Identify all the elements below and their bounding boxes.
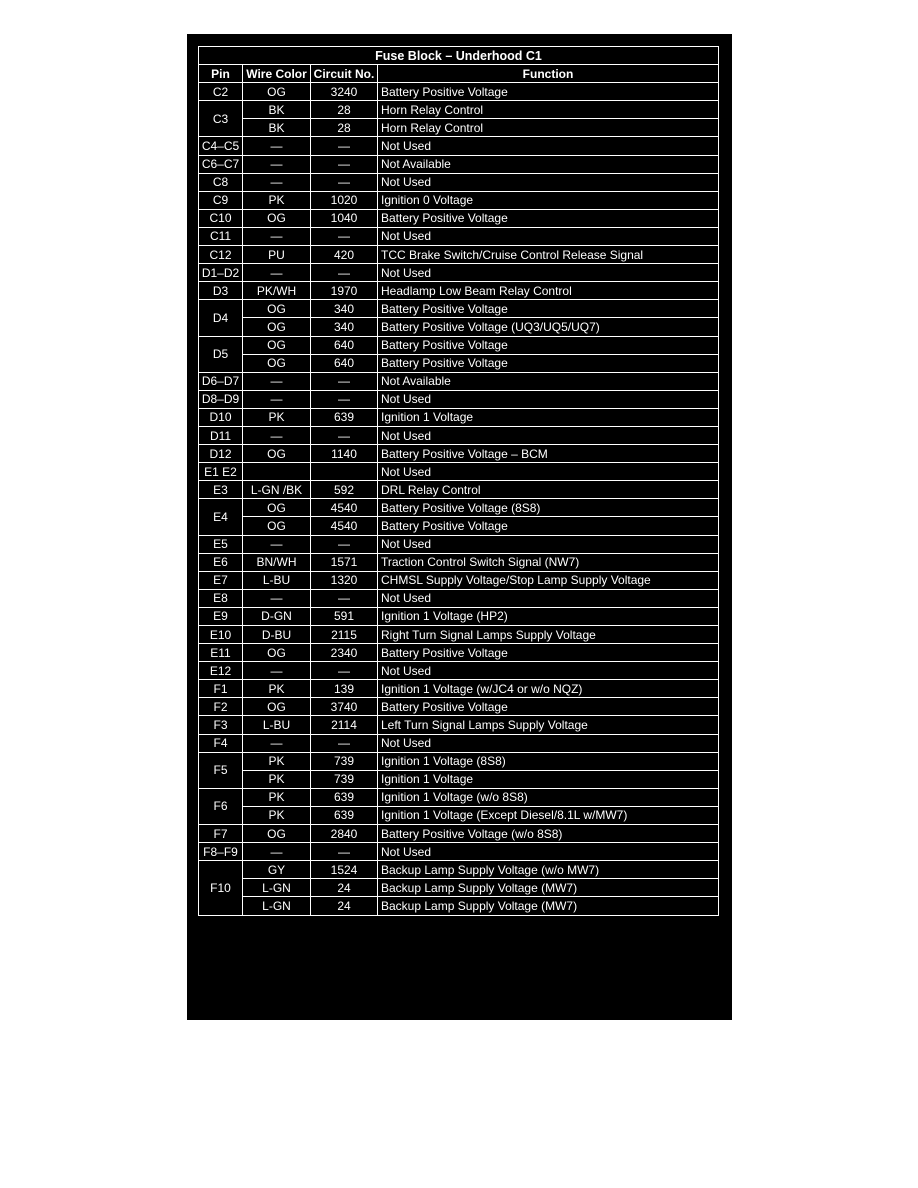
table-row <box>199 137 719 155</box>
function-cell: Battery Positive Voltage <box>378 698 719 716</box>
function-cell: Battery Positive Voltage <box>378 354 719 372</box>
table-row <box>199 264 719 282</box>
function-cell: Backup Lamp Supply Voltage (MW7) <box>378 897 719 915</box>
table-row <box>199 426 719 444</box>
pin-cell: D5 <box>199 336 243 372</box>
circuit-cell: 1140 <box>311 445 378 463</box>
wire-color-cell: OG <box>243 644 311 662</box>
function-cell: Not Used <box>378 843 719 861</box>
circuit-cell: 639 <box>311 788 378 806</box>
table-row <box>199 155 719 173</box>
circuit-cell: 420 <box>311 246 378 264</box>
table-row <box>199 626 719 644</box>
circuit-cell: — <box>311 390 378 408</box>
table-row <box>199 300 719 318</box>
circuit-cell: 28 <box>311 101 378 119</box>
circuit-cell: 591 <box>311 607 378 625</box>
wire-color-cell: BN/WH <box>243 553 311 571</box>
pin-cell: F6 <box>199 788 243 824</box>
pin-cell: D4 <box>199 300 243 336</box>
table-row <box>199 390 719 408</box>
table-row <box>199 209 719 227</box>
wire-color-cell: — <box>243 843 311 861</box>
table-row <box>199 553 719 571</box>
wire-color-cell: OG <box>243 83 311 101</box>
circuit-cell: 2340 <box>311 644 378 662</box>
function-cell: Traction Control Switch Signal (NW7) <box>378 553 719 571</box>
wire-color-cell: L-GN <box>243 879 311 897</box>
function-cell: Battery Positive Voltage <box>378 300 719 318</box>
pin-cell: E1 E2 <box>199 463 243 481</box>
function-cell: Not Used <box>378 463 719 481</box>
table-row <box>199 445 719 463</box>
circuit-cell: 24 <box>311 879 378 897</box>
pin-cell: F3 <box>199 716 243 734</box>
function-cell: Ignition 0 Voltage <box>378 191 719 209</box>
fuse-block-table <box>198 46 719 916</box>
pin-cell: E6 <box>199 553 243 571</box>
function-cell: Not Used <box>378 390 719 408</box>
table-row <box>199 879 719 897</box>
wire-color-cell: OG <box>243 336 311 354</box>
function-cell: Not Used <box>378 264 719 282</box>
pin-cell: D1–D2 <box>199 264 243 282</box>
wire-color-cell: OG <box>243 209 311 227</box>
table-row <box>199 607 719 625</box>
circuit-cell: 739 <box>311 770 378 788</box>
wire-color-cell: — <box>243 662 311 680</box>
pin-cell: E10 <box>199 626 243 644</box>
function-cell: Battery Positive Voltage <box>378 336 719 354</box>
function-cell: Headlamp Low Beam Relay Control <box>378 282 719 300</box>
pin-cell: C2 <box>199 83 243 101</box>
pin-cell: C9 <box>199 191 243 209</box>
wire-color-cell: PK/WH <box>243 282 311 300</box>
wire-color-cell: PK <box>243 770 311 788</box>
function-cell: CHMSL Supply Voltage/Stop Lamp Supply Voltage <box>378 571 719 589</box>
function-cell: Left Turn Signal Lamps Supply Voltage <box>378 716 719 734</box>
function-cell: Battery Positive Voltage (UQ3/UQ5/UQ7) <box>378 318 719 336</box>
function-cell: Battery Positive Voltage (8S8) <box>378 499 719 517</box>
circuit-cell: 3740 <box>311 698 378 716</box>
circuit-cell <box>311 463 378 481</box>
wire-color-cell: OG <box>243 445 311 463</box>
table-row <box>199 191 719 209</box>
circuit-cell: 592 <box>311 481 378 499</box>
function-cell: Ignition 1 Voltage <box>378 770 719 788</box>
wire-color-cell: — <box>243 734 311 752</box>
table-row <box>199 680 719 698</box>
wire-color-cell: GY <box>243 861 311 879</box>
circuit-cell: — <box>311 264 378 282</box>
table-row <box>199 408 719 426</box>
pin-cell: E12 <box>199 662 243 680</box>
table-row <box>199 336 719 354</box>
circuit-cell: — <box>311 535 378 553</box>
wire-color-cell: — <box>243 264 311 282</box>
pin-cell: C3 <box>199 101 243 137</box>
pin-cell: D8–D9 <box>199 390 243 408</box>
table-row <box>199 318 719 336</box>
header-pin: Pin <box>199 65 243 83</box>
wire-color-cell: BK <box>243 101 311 119</box>
function-cell: Ignition 1 Voltage (w/JC4 or w/o NQZ) <box>378 680 719 698</box>
pin-cell: E11 <box>199 644 243 662</box>
table-row <box>199 644 719 662</box>
circuit-cell: — <box>311 589 378 607</box>
table-row <box>199 716 719 734</box>
pin-cell: F8–F9 <box>199 843 243 861</box>
wire-color-cell: PK <box>243 788 311 806</box>
table-row <box>199 734 719 752</box>
pin-cell: D11 <box>199 426 243 444</box>
pin-cell: E3 <box>199 481 243 499</box>
wire-color-cell: — <box>243 227 311 245</box>
table-row <box>199 354 719 372</box>
circuit-cell: — <box>311 227 378 245</box>
wire-color-cell: L-GN <box>243 897 311 915</box>
pin-cell: F5 <box>199 752 243 788</box>
circuit-cell: 639 <box>311 806 378 824</box>
pin-cell: D3 <box>199 282 243 300</box>
wire-color-cell: — <box>243 173 311 191</box>
circuit-cell: — <box>311 137 378 155</box>
table-row <box>199 843 719 861</box>
function-cell: TCC Brake Switch/Cruise Control Release Signal <box>378 246 719 264</box>
wire-color-cell: D-BU <box>243 626 311 644</box>
circuit-cell: 2115 <box>311 626 378 644</box>
wire-color-cell: OG <box>243 825 311 843</box>
pin-cell: E5 <box>199 535 243 553</box>
wire-color-cell: OG <box>243 300 311 318</box>
circuit-cell: 24 <box>311 897 378 915</box>
pin-cell: F7 <box>199 825 243 843</box>
circuit-cell: 640 <box>311 336 378 354</box>
circuit-cell: 1320 <box>311 571 378 589</box>
wire-color-cell: OG <box>243 517 311 535</box>
pin-cell: C8 <box>199 173 243 191</box>
circuit-cell: 2114 <box>311 716 378 734</box>
function-cell: Not Used <box>378 137 719 155</box>
function-cell: Backup Lamp Supply Voltage (MW7) <box>378 879 719 897</box>
circuit-cell: — <box>311 155 378 173</box>
pin-cell: F2 <box>199 698 243 716</box>
wire-color-cell: PK <box>243 752 311 770</box>
wire-color-cell: — <box>243 372 311 390</box>
circuit-cell: — <box>311 843 378 861</box>
function-cell: Horn Relay Control <box>378 101 719 119</box>
table-row <box>199 589 719 607</box>
pin-cell: D10 <box>199 408 243 426</box>
pin-cell: E4 <box>199 499 243 535</box>
wire-color-cell: — <box>243 535 311 553</box>
table-row <box>199 571 719 589</box>
wire-color-cell: — <box>243 589 311 607</box>
pin-cell: F10 <box>199 861 243 915</box>
function-cell: Ignition 1 Voltage (HP2) <box>378 607 719 625</box>
function-cell: Backup Lamp Supply Voltage (w/o MW7) <box>378 861 719 879</box>
pin-cell: C10 <box>199 209 243 227</box>
function-cell: Not Available <box>378 372 719 390</box>
table-row <box>199 227 719 245</box>
header-circuit-no: Circuit No. <box>311 65 378 83</box>
circuit-cell: 1040 <box>311 209 378 227</box>
function-cell: Not Used <box>378 227 719 245</box>
table-row <box>199 861 719 879</box>
wire-color-cell: OG <box>243 698 311 716</box>
circuit-cell: 139 <box>311 680 378 698</box>
circuit-cell: 340 <box>311 318 378 336</box>
circuit-cell: 640 <box>311 354 378 372</box>
function-cell: Battery Positive Voltage <box>378 83 719 101</box>
circuit-cell: 3240 <box>311 83 378 101</box>
pin-cell: C4–C5 <box>199 137 243 155</box>
function-cell: Not Used <box>378 662 719 680</box>
circuit-cell: 1571 <box>311 553 378 571</box>
circuit-cell: — <box>311 173 378 191</box>
table-row <box>199 662 719 680</box>
pin-cell: C6–C7 <box>199 155 243 173</box>
circuit-cell: 1020 <box>311 191 378 209</box>
function-cell: Ignition 1 Voltage <box>378 408 719 426</box>
function-cell: Ignition 1 Voltage (8S8) <box>378 752 719 770</box>
wire-color-cell: PK <box>243 191 311 209</box>
table-row <box>199 517 719 535</box>
function-cell: Not Used <box>378 589 719 607</box>
wire-color-cell: OG <box>243 354 311 372</box>
pin-cell: C11 <box>199 227 243 245</box>
pin-cell: D12 <box>199 445 243 463</box>
function-cell: Ignition 1 Voltage (Except Diesel/8.1L w/MW7) <box>378 806 719 824</box>
function-cell: Not Used <box>378 734 719 752</box>
circuit-cell: — <box>311 372 378 390</box>
table-row <box>199 806 719 824</box>
circuit-cell: 1970 <box>311 282 378 300</box>
function-cell: Horn Relay Control <box>378 119 719 137</box>
table-frame <box>187 34 732 1020</box>
table-row <box>199 752 719 770</box>
wire-color-cell: L-GN /BK <box>243 481 311 499</box>
header-wire-color: Wire Color <box>243 65 311 83</box>
wire-color-cell: — <box>243 426 311 444</box>
circuit-cell: 1524 <box>311 861 378 879</box>
function-cell: Not Used <box>378 426 719 444</box>
table-row <box>199 535 719 553</box>
circuit-cell: 28 <box>311 119 378 137</box>
function-cell: Ignition 1 Voltage (w/o 8S8) <box>378 788 719 806</box>
table-header-row <box>199 65 719 83</box>
table-row <box>199 825 719 843</box>
function-cell: Right Turn Signal Lamps Supply Voltage <box>378 626 719 644</box>
wire-color-cell: PK <box>243 806 311 824</box>
circuit-cell: — <box>311 734 378 752</box>
circuit-cell: 639 <box>311 408 378 426</box>
table-row <box>199 119 719 137</box>
table-title-row <box>199 47 719 65</box>
wire-color-cell: OG <box>243 318 311 336</box>
pin-cell: C12 <box>199 246 243 264</box>
table-row <box>199 463 719 481</box>
function-cell: Not Used <box>378 173 719 191</box>
table-row <box>199 246 719 264</box>
table-row <box>199 770 719 788</box>
wire-color-cell: OG <box>243 499 311 517</box>
header-function: Function <box>378 65 719 83</box>
table-row <box>199 499 719 517</box>
table-row <box>199 83 719 101</box>
pin-cell: F1 <box>199 680 243 698</box>
circuit-cell: 4540 <box>311 499 378 517</box>
wire-color-cell: PU <box>243 246 311 264</box>
function-cell: Battery Positive Voltage <box>378 644 719 662</box>
table-row <box>199 282 719 300</box>
function-cell: DRL Relay Control <box>378 481 719 499</box>
circuit-cell: 2840 <box>311 825 378 843</box>
table-row <box>199 173 719 191</box>
wire-color-cell <box>243 463 311 481</box>
wire-color-cell: L-BU <box>243 571 311 589</box>
table-row <box>199 788 719 806</box>
table-row <box>199 372 719 390</box>
function-cell: Battery Positive Voltage <box>378 517 719 535</box>
wire-color-cell: — <box>243 137 311 155</box>
function-cell: Battery Positive Voltage (w/o 8S8) <box>378 825 719 843</box>
table-row <box>199 897 719 915</box>
circuit-cell: — <box>311 426 378 444</box>
wire-color-cell: — <box>243 390 311 408</box>
pin-cell: D6–D7 <box>199 372 243 390</box>
pin-cell: E9 <box>199 607 243 625</box>
function-cell: Not Available <box>378 155 719 173</box>
table-title: Fuse Block – Underhood C1 <box>199 47 719 65</box>
wire-color-cell: BK <box>243 119 311 137</box>
wire-color-cell: PK <box>243 408 311 426</box>
function-cell: Not Used <box>378 535 719 553</box>
wire-color-cell: D-GN <box>243 607 311 625</box>
table-row <box>199 101 719 119</box>
circuit-cell: — <box>311 662 378 680</box>
wire-color-cell: L-BU <box>243 716 311 734</box>
wire-color-cell: — <box>243 155 311 173</box>
function-cell: Battery Positive Voltage – BCM <box>378 445 719 463</box>
circuit-cell: 739 <box>311 752 378 770</box>
pin-cell: E8 <box>199 589 243 607</box>
wire-color-cell: PK <box>243 680 311 698</box>
circuit-cell: 340 <box>311 300 378 318</box>
table-row <box>199 698 719 716</box>
pin-cell: E7 <box>199 571 243 589</box>
pin-cell: F4 <box>199 734 243 752</box>
table-row <box>199 481 719 499</box>
function-cell: Battery Positive Voltage <box>378 209 719 227</box>
circuit-cell: 4540 <box>311 517 378 535</box>
